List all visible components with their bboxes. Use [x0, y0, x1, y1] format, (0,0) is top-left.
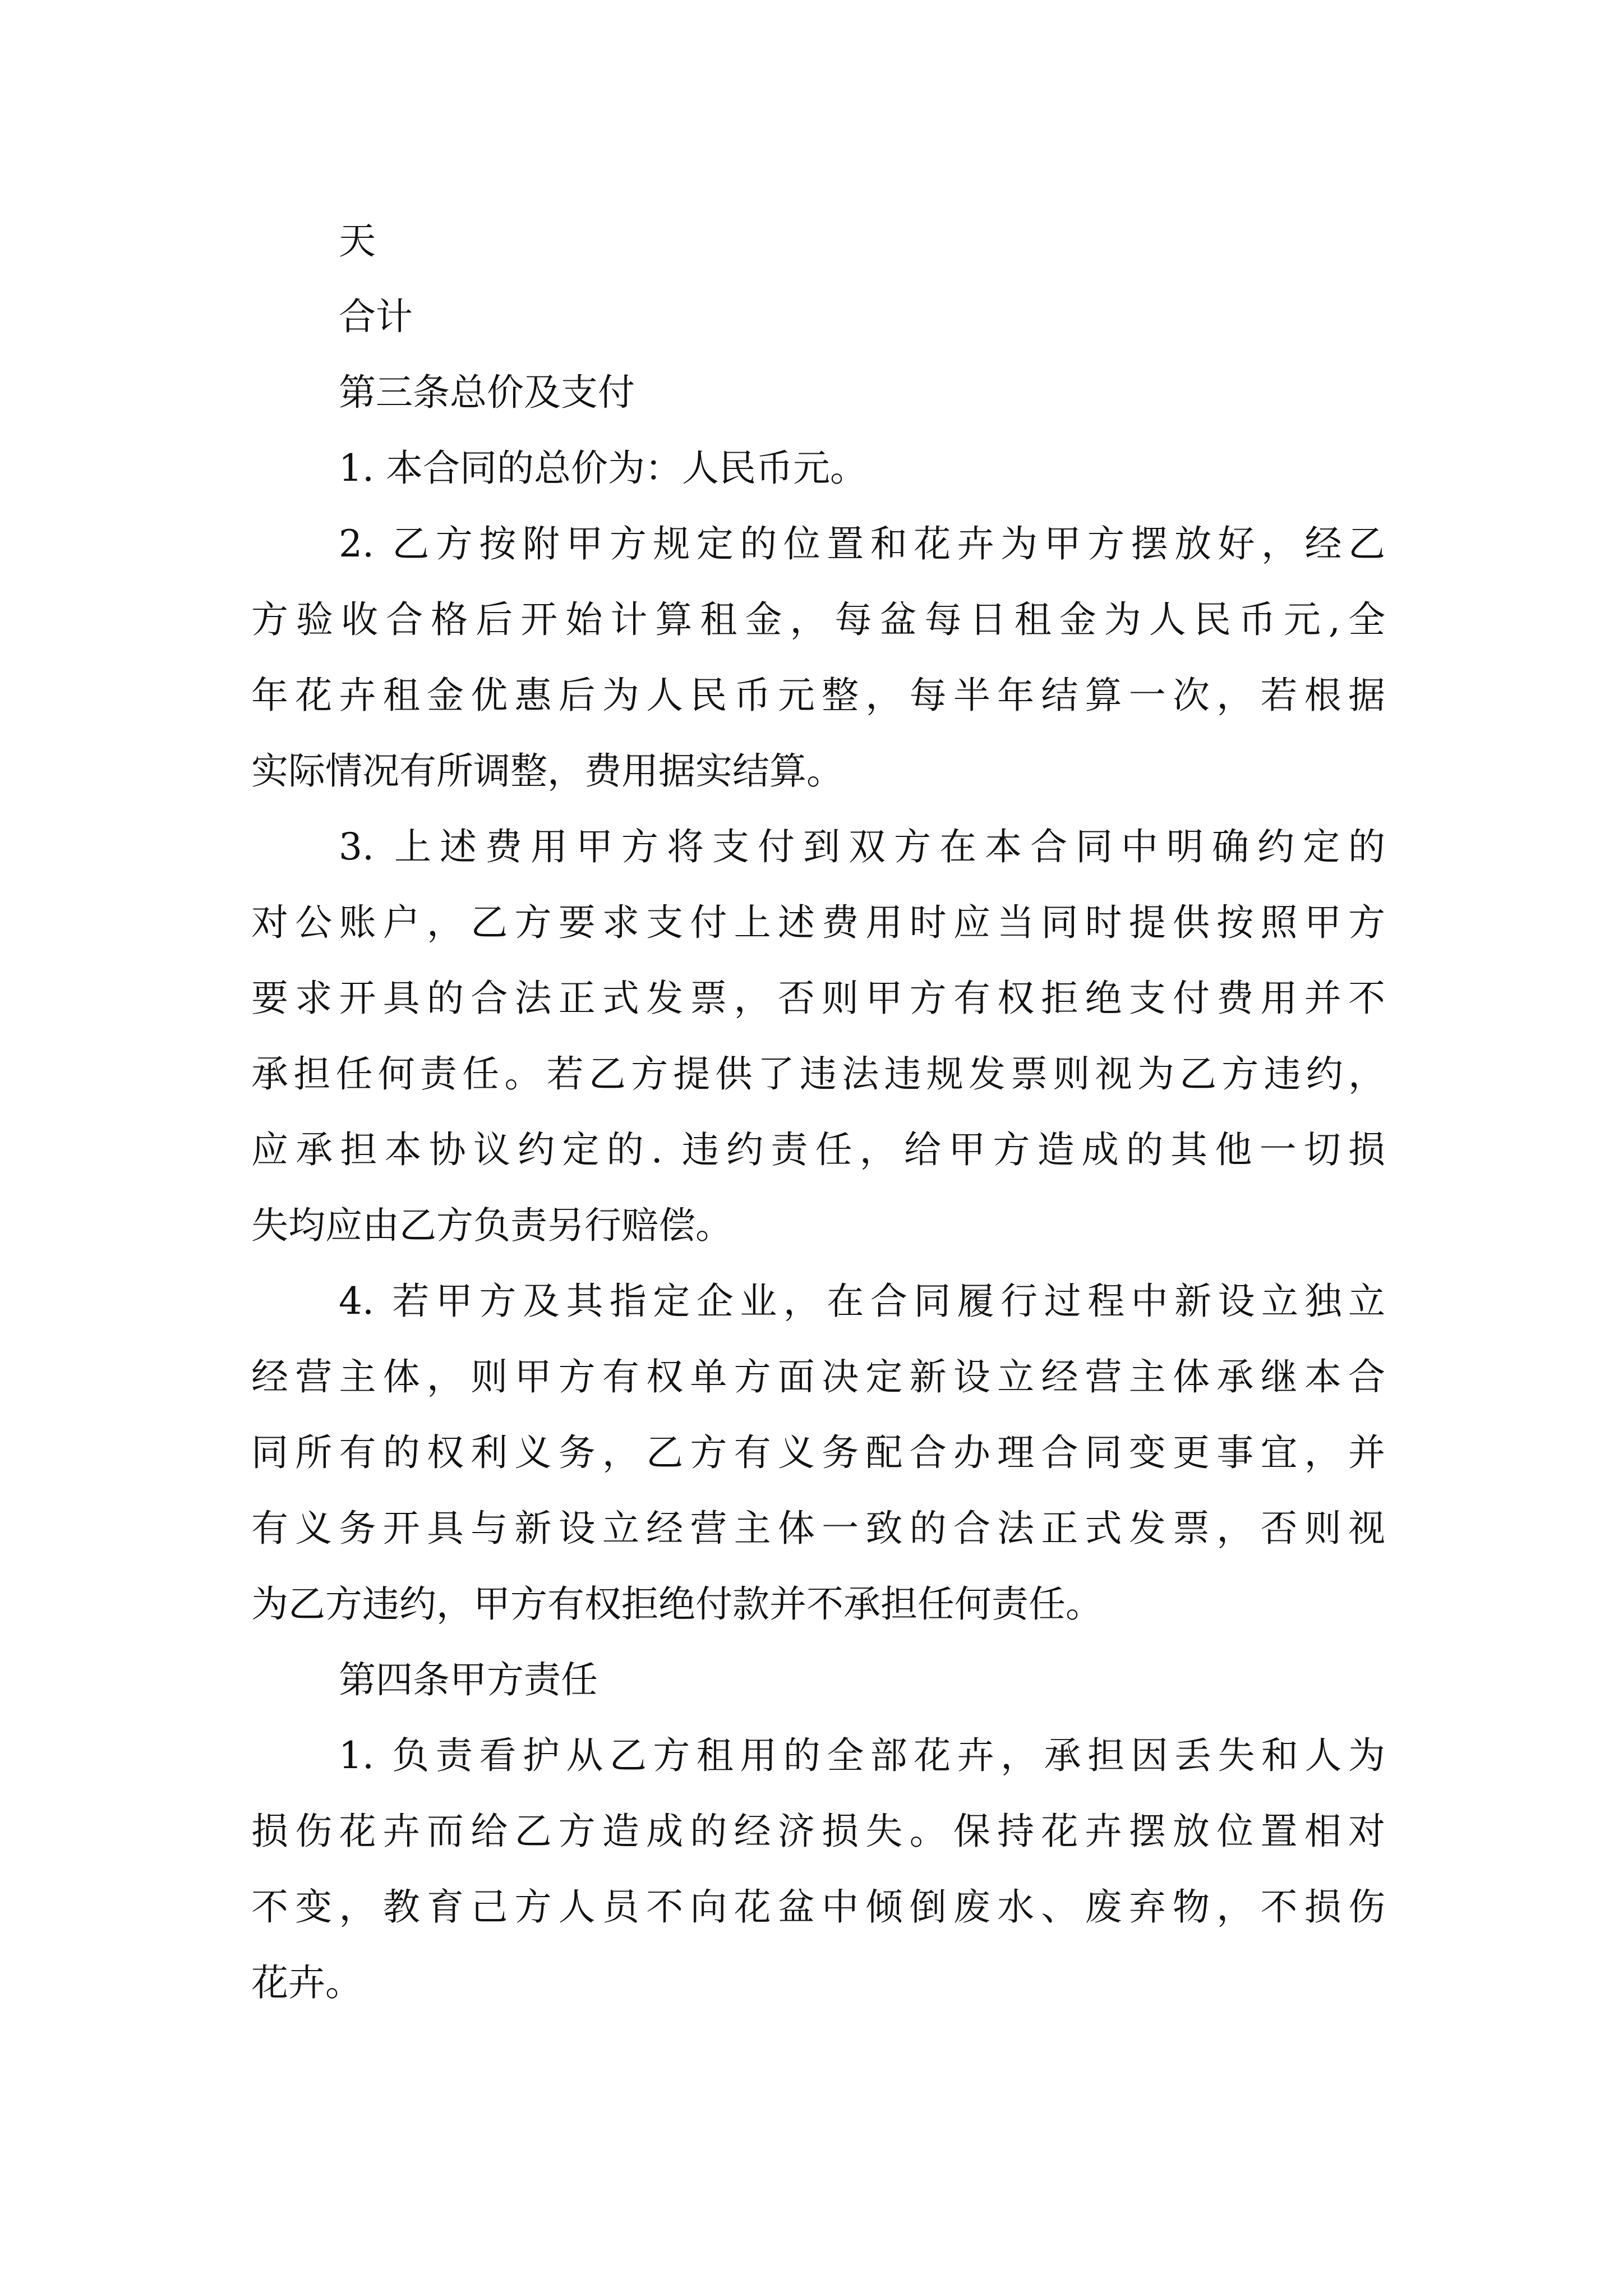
clause-3-2-line-4: 实际情况有所调整，费用据实结算。: [251, 749, 843, 793]
text-line-total: 合计: [339, 295, 413, 338]
clause-3-2-line-2: 方验收合格后开始计算租金，每盆每日租金为人民币元,全: [251, 598, 1385, 641]
section-heading-article-4: 第四条甲方责任: [339, 1658, 598, 1701]
text-line-day: 天: [339, 219, 376, 263]
clause-4-1-line-1: 1. 负责看护从乙方租用的全部花卉，承担因丢失和人为: [339, 1734, 1385, 1777]
clause-3-3-line-5: 应承担本协议约定的. 违约责任，给甲方造成的其他一切损: [251, 1128, 1385, 1171]
clause-3-3-line-3: 要求开具的合法正式发票，否则甲方有权拒绝支付费用并不: [251, 977, 1385, 1020]
clause-3-3-line-6: 失均应由乙方负责另行赔偿。: [251, 1204, 732, 1247]
clause-3-4-line-1: 4. 若甲方及其指定企业，在合同履行过程中新设立独立: [339, 1280, 1385, 1323]
clause-3-3-line-2: 对公账户，乙方要求支付上述费用时应当同时提供按照甲方: [251, 901, 1385, 944]
clause-4-1-line-3: 不变，教育己方人员不向花盆中倾倒废水、废弃物，不损伤: [251, 1885, 1385, 1929]
clause-4-1-line-2: 损伤花卉而给乙方造成的经济损失。保持花卉摆放位置相对: [251, 1810, 1385, 1853]
clause-3-4-line-4: 有义务开具与新设立经营主体一致的合法正式发票，否则视: [251, 1507, 1385, 1550]
clause-3-2-line-3: 年花卉租金优惠后为人民币元整，每半年结算一次，若根据: [251, 674, 1385, 717]
clause-3-2-line-1: 2. 乙方按附甲方规定的位置和花卉为甲方摆放好，经乙: [339, 522, 1385, 565]
clause-3-4-line-3: 同所有的权利义务，乙方有义务配合办理合同变更事宜，并: [251, 1431, 1385, 1474]
clause-3-1: 1. 本合同的总价为：人民币元。: [339, 447, 867, 490]
clause-3-4-line-2: 经营主体，则甲方有权单方面决定新设立经营主体承继本合: [251, 1355, 1385, 1398]
clause-3-3-line-4: 承担任何责任。若乙方提供了违法违规发票则视为乙方违约，: [251, 1052, 1385, 1096]
clause-4-1-line-4: 花卉。: [251, 1961, 362, 2004]
clause-3-4-line-5: 为乙方违约，甲方有权拒绝付款并不承担任何责任。: [251, 1582, 1103, 1626]
section-heading-article-3: 第三条总价及支付: [339, 371, 635, 414]
clause-3-3-line-1: 3. 上述费用甲方将支付到双方在本合同中明确约定的: [339, 825, 1385, 868]
